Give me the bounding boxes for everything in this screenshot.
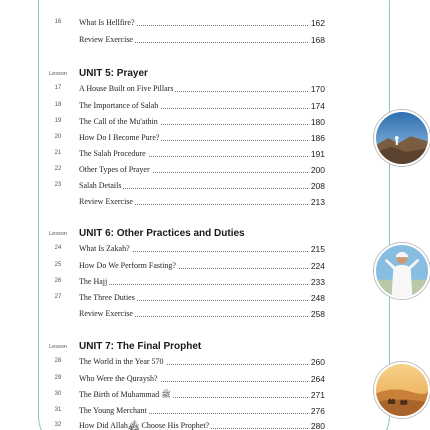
page-number: 162: [310, 18, 325, 28]
toc-row[interactable]: [0, 257, 340, 273]
unit-heading: [0, 64, 340, 80]
lesson-title: The Call of the Mu'athin: [79, 117, 158, 126]
toc-row[interactable]: [0, 273, 340, 289]
toc-row[interactable]: [0, 177, 340, 193]
toc-row[interactable]: [0, 417, 340, 430]
desert-caravan-icon: [376, 364, 428, 416]
lesson-number: 21: [54, 150, 62, 156]
lesson-number: 20: [54, 134, 62, 140]
desert-caravan-photo: [374, 362, 430, 418]
lesson-title: What Is Zakah?: [79, 244, 130, 253]
lesson-number: 25: [54, 262, 62, 268]
lesson-title: How Do We Perform Fasting?: [79, 261, 176, 270]
lesson-number: 23: [54, 182, 62, 188]
toc-row[interactable]: [0, 402, 340, 418]
toc-row[interactable]: [0, 370, 340, 386]
lesson-number: 31: [54, 407, 62, 413]
lesson-title: The World in the Year 570: [79, 357, 164, 366]
page-number: 200: [310, 165, 325, 175]
page-number: 208: [310, 181, 325, 191]
lesson-number: 16: [54, 19, 62, 25]
toc-row[interactable]: [0, 14, 340, 30]
lesson-title: Who Were the Quraysh?: [79, 374, 158, 383]
toc-row[interactable]: [0, 97, 340, 113]
toc-row[interactable]: [0, 31, 340, 47]
lesson-column-label: Lesson: [49, 231, 67, 237]
unit-title: UNIT 6: Other Practices and Duties: [79, 228, 245, 239]
lesson-title: The Salah Procedure: [79, 149, 146, 158]
lesson-title: Review Exercise: [79, 309, 133, 318]
page-number: 224: [310, 261, 325, 271]
toc-row[interactable]: [0, 240, 340, 256]
leader-dots: [80, 284, 324, 285]
lesson-title: The Three Duties: [79, 293, 135, 302]
toc-row[interactable]: [0, 145, 340, 161]
toc-row[interactable]: [0, 386, 340, 402]
lesson-number: 19: [54, 118, 62, 124]
page-number: 264: [310, 374, 325, 384]
toc-row[interactable]: [0, 289, 340, 305]
lesson-title: How Do I Become Pure?: [79, 133, 160, 142]
lesson-number: 18: [54, 102, 62, 108]
toc-row[interactable]: [0, 161, 340, 177]
unit-heading: [0, 337, 340, 353]
page-number: 213: [310, 197, 325, 207]
page-number: 260: [310, 357, 325, 367]
lesson-title: The Young Merchant: [79, 406, 147, 415]
lesson-title: Salah Details: [79, 181, 122, 190]
toc-row[interactable]: [0, 113, 340, 129]
lesson-title: Review Exercise: [79, 35, 133, 44]
page-number: 186: [310, 133, 325, 143]
lesson-column-label: Lesson: [49, 344, 67, 350]
man-praying-icon: [376, 245, 428, 297]
page-number: 258: [310, 309, 325, 319]
page-number: 170: [310, 84, 325, 94]
man-praying-photo: [374, 243, 430, 299]
page-number: 180: [310, 117, 325, 127]
toc-row[interactable]: [0, 305, 340, 321]
lesson-title: The Hajj: [79, 277, 108, 286]
unit-title: UNIT 5: Prayer: [79, 68, 148, 79]
lesson-title: Other Types of Prayer: [79, 165, 150, 174]
page-number: 280: [310, 421, 325, 430]
lesson-title: Review Exercise: [79, 197, 133, 206]
toc-row[interactable]: [0, 353, 340, 369]
toc-row[interactable]: [0, 80, 340, 96]
lesson-number: 27: [54, 294, 62, 300]
lesson-number: 24: [54, 245, 62, 251]
toc-row[interactable]: [0, 193, 340, 209]
lesson-number: 17: [54, 85, 62, 91]
lesson-number: 28: [54, 358, 62, 364]
toc-row[interactable]: [0, 129, 340, 145]
unit-title: UNIT 7: The Final Prophet: [79, 341, 202, 352]
page-number: 215: [310, 244, 325, 254]
page-number: 271: [310, 390, 325, 400]
rocky-mountain-photo: [374, 110, 430, 166]
lesson-title: How Did Allah﷾ Choose His Prophet?: [79, 421, 210, 430]
lesson-title: The Birth of Muhammad ﷺ: [79, 390, 171, 399]
lesson-number: 32: [54, 422, 62, 428]
page-number: 174: [310, 101, 325, 111]
page-number: 191: [310, 149, 325, 159]
page-number: 233: [310, 277, 325, 287]
rocky-mountain-icon: [376, 112, 428, 164]
lesson-column-label: Lesson: [49, 71, 67, 77]
unit-heading: [0, 224, 340, 240]
lesson-title: What Is Hellfire?: [79, 18, 135, 27]
lesson-number: 30: [54, 391, 62, 397]
page-number: 276: [310, 406, 325, 416]
lesson-number: 29: [54, 375, 62, 381]
lesson-number: 26: [54, 278, 62, 284]
lesson-title: A House Built on Five Pillars: [79, 84, 174, 93]
page-number: 248: [310, 293, 325, 303]
page-number: 168: [310, 35, 325, 45]
lesson-title: The Importance of Salah: [79, 101, 159, 110]
lesson-number: 22: [54, 166, 62, 172]
